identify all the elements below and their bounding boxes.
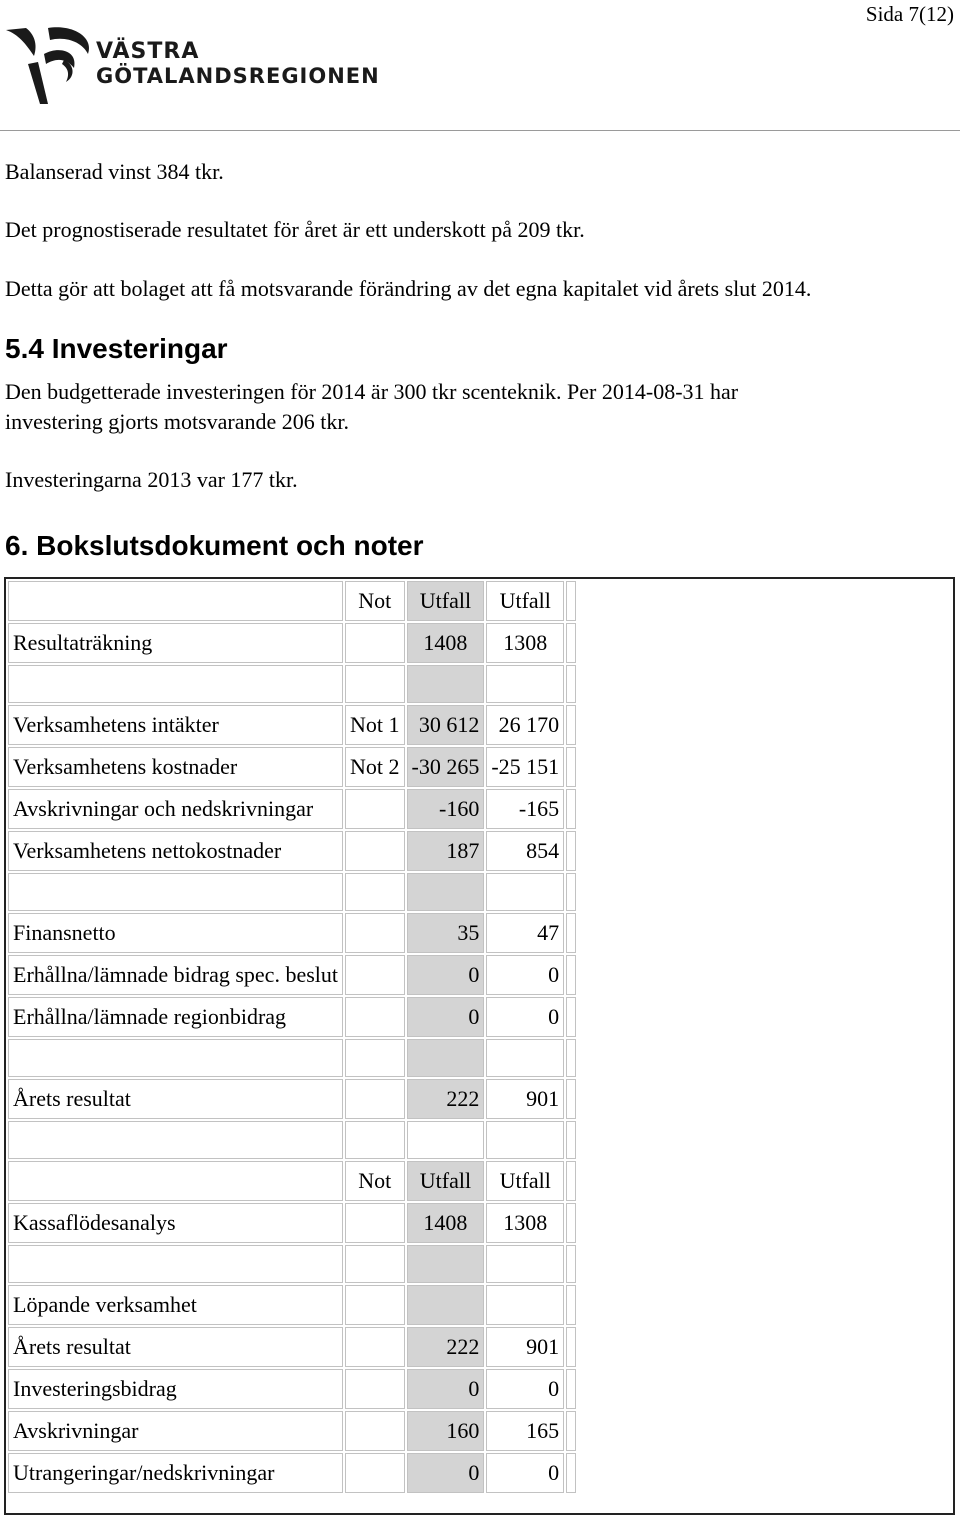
- empty-cell: [566, 1245, 576, 1283]
- value-1408: [407, 1121, 485, 1159]
- note-cell: Not 1: [345, 705, 405, 745]
- empty-cell: [566, 831, 576, 871]
- row-label: Utrangeringar/nedskrivningar: [8, 1453, 343, 1493]
- row-label: Verksamhetens intäkter: [8, 705, 343, 745]
- value-1308: [486, 1121, 564, 1159]
- logo-mark-icon: [4, 24, 96, 108]
- table-row: [8, 873, 576, 911]
- value-1408: 222: [407, 1327, 485, 1367]
- note-cell: [345, 789, 405, 829]
- table-row: [8, 1203, 576, 1243]
- value-1308: Utfall: [486, 581, 564, 621]
- heading-investments: 5.4 Investeringar: [5, 333, 228, 364]
- note-cell: [345, 913, 405, 953]
- value-1308: 0: [486, 997, 564, 1037]
- value-1308: 1308: [486, 1203, 564, 1243]
- table-row: [8, 1369, 576, 1409]
- investments-text-line3: Investeringarna 2013 var 177 tkr.: [5, 467, 298, 492]
- value-1308: 901: [486, 1079, 564, 1119]
- empty-cell: [566, 1285, 576, 1325]
- empty-cell: [566, 1203, 576, 1243]
- value-1408: 35: [407, 913, 485, 953]
- row-label: Resultaträkning: [8, 623, 343, 663]
- row-label: [8, 1121, 343, 1159]
- empty-cell: [566, 955, 576, 995]
- value-1408: 0: [407, 955, 485, 995]
- note-cell: [345, 1203, 405, 1243]
- page-number: Sida 7(12): [865, 2, 954, 26]
- note-cell: [345, 665, 405, 703]
- investments-text-line2: investering gjorts motsvarande 206 tkr.: [5, 409, 349, 434]
- value-1408: 1408: [407, 1203, 485, 1243]
- note-cell: [345, 831, 405, 871]
- empty-cell: [566, 913, 576, 953]
- value-1308: -165: [486, 789, 564, 829]
- value-1408: [407, 873, 485, 911]
- table-row: [8, 789, 576, 829]
- row-label: [8, 873, 343, 911]
- row-label: Löpande verksamhet: [8, 1285, 343, 1325]
- value-1308: [486, 1285, 564, 1325]
- value-1408: 30 612: [407, 705, 485, 745]
- empty-cell: [566, 705, 576, 745]
- note-cell: [345, 955, 405, 995]
- table-row: [8, 831, 576, 871]
- value-1408: -160: [407, 789, 485, 829]
- note-cell: [345, 997, 405, 1037]
- empty-cell: [566, 1327, 576, 1367]
- heading-financial-statements: 6. Bokslutsdokument och noter: [5, 530, 424, 561]
- note-cell: [345, 1453, 405, 1493]
- note-cell: [345, 1369, 405, 1409]
- value-1408: 187: [407, 831, 485, 871]
- table-row: [8, 1285, 576, 1325]
- row-label: [8, 1161, 343, 1201]
- note-cell: Not: [345, 1161, 405, 1201]
- note-cell: [345, 1327, 405, 1367]
- header-rule: [0, 130, 960, 131]
- financial-table: [6, 579, 578, 1495]
- table-row: [8, 1079, 576, 1119]
- note-cell: [345, 1245, 405, 1283]
- empty-cell: [566, 1121, 576, 1159]
- value-1308: [486, 873, 564, 911]
- investments-text-line1: Den budgetterade investeringen för 2014 är 300 tkr scenteknik. Per 2014-08-31 har: [5, 379, 739, 404]
- row-label: Verksamhetens nettokostnader: [8, 831, 343, 871]
- value-1408: 0: [407, 997, 485, 1037]
- value-1408: [407, 1039, 485, 1077]
- paragraph-forecast: Det prognostiserade resultatet för året är ett underskott på 209 tkr.: [5, 217, 585, 242]
- paragraph-equity-change: Detta gör att bolaget att få motsvarande förändring av det egna kapitalet vid årets slut 2014.: [5, 276, 812, 301]
- value-1308: [486, 665, 564, 703]
- value-1408: -30 265: [407, 747, 485, 787]
- value-1308: 0: [486, 1369, 564, 1409]
- value-1408: 1408: [407, 623, 485, 663]
- empty-cell: [566, 1453, 576, 1493]
- value-1308: 1308: [486, 623, 564, 663]
- table-row: [8, 955, 576, 995]
- value-1408: 0: [407, 1453, 485, 1493]
- row-label: Erhållna/lämnade regionbidrag: [8, 997, 343, 1037]
- note-cell: [345, 623, 405, 663]
- note-cell: [345, 1411, 405, 1451]
- table-row: [8, 705, 576, 745]
- empty-cell: [566, 1161, 576, 1201]
- table-row: [8, 913, 576, 953]
- empty-cell: [566, 665, 576, 703]
- row-label: Årets resultat: [8, 1327, 343, 1367]
- logo: [4, 24, 394, 108]
- row-label: [8, 581, 343, 621]
- table-row: [8, 1121, 576, 1159]
- row-label: Finansnetto: [8, 913, 343, 953]
- row-label: Avskrivningar och nedskrivningar: [8, 789, 343, 829]
- value-1408: 222: [407, 1079, 485, 1119]
- logo-line2: GÖTALANDSREGIONEN: [96, 64, 380, 88]
- value-1308: 854: [486, 831, 564, 871]
- value-1308: 901: [486, 1327, 564, 1367]
- row-label: [8, 1245, 343, 1283]
- note-cell: Not: [345, 581, 405, 621]
- note-cell: [345, 1121, 405, 1159]
- value-1408: 0: [407, 1369, 485, 1409]
- note-cell: [345, 1285, 405, 1325]
- value-1308: 26 170: [486, 705, 564, 745]
- paragraph-balanced-profit: Balanserad vinst 384 tkr.: [5, 159, 224, 184]
- note-cell: [345, 1039, 405, 1077]
- table-row: [8, 1161, 576, 1201]
- empty-cell: [566, 1411, 576, 1451]
- value-1308: [486, 1039, 564, 1077]
- table-row: [8, 1411, 576, 1451]
- value-1308: [486, 1245, 564, 1283]
- empty-cell: [566, 789, 576, 829]
- value-1408: [407, 665, 485, 703]
- logo-line1: VÄSTRA: [96, 39, 200, 64]
- table-row: [8, 1245, 576, 1283]
- value-1308: 0: [486, 955, 564, 995]
- value-1308: -25 151: [486, 747, 564, 787]
- value-1308: 0: [486, 1453, 564, 1493]
- row-label: Kassaflödesanalys: [8, 1203, 343, 1243]
- table-row: [8, 1327, 576, 1367]
- table-row: [8, 623, 576, 663]
- table-row: [8, 1453, 576, 1493]
- value-1308: 165: [486, 1411, 564, 1451]
- empty-cell: [566, 1079, 576, 1119]
- note-cell: Not 2: [345, 747, 405, 787]
- table-row: [8, 747, 576, 787]
- empty-cell: [566, 1369, 576, 1409]
- table-row: [8, 581, 576, 621]
- value-1408: [407, 1285, 485, 1325]
- note-cell: [345, 873, 405, 911]
- row-label: Investeringsbidrag: [8, 1369, 343, 1409]
- empty-cell: [566, 581, 576, 621]
- empty-cell: [566, 747, 576, 787]
- row-label: Avskrivningar: [8, 1411, 343, 1451]
- value-1408: [407, 1245, 485, 1283]
- empty-cell: [566, 623, 576, 663]
- note-cell: [345, 1079, 405, 1119]
- value-1308: Utfall: [486, 1161, 564, 1201]
- value-1408: Utfall: [407, 581, 485, 621]
- value-1408: Utfall: [407, 1161, 485, 1201]
- empty-cell: [566, 1039, 576, 1077]
- table-row: [8, 1039, 576, 1077]
- row-label: Erhållna/lämnade bidrag spec. beslut: [8, 955, 343, 995]
- value-1408: 160: [407, 1411, 485, 1451]
- row-label: Verksamhetens kostnader: [8, 747, 343, 787]
- table-row: [8, 665, 576, 703]
- row-label: [8, 665, 343, 703]
- empty-cell: [566, 997, 576, 1037]
- row-label: Årets resultat: [8, 1079, 343, 1119]
- value-1308: 47: [486, 913, 564, 953]
- table-row: [8, 997, 576, 1037]
- empty-cell: [566, 873, 576, 911]
- row-label: [8, 1039, 343, 1077]
